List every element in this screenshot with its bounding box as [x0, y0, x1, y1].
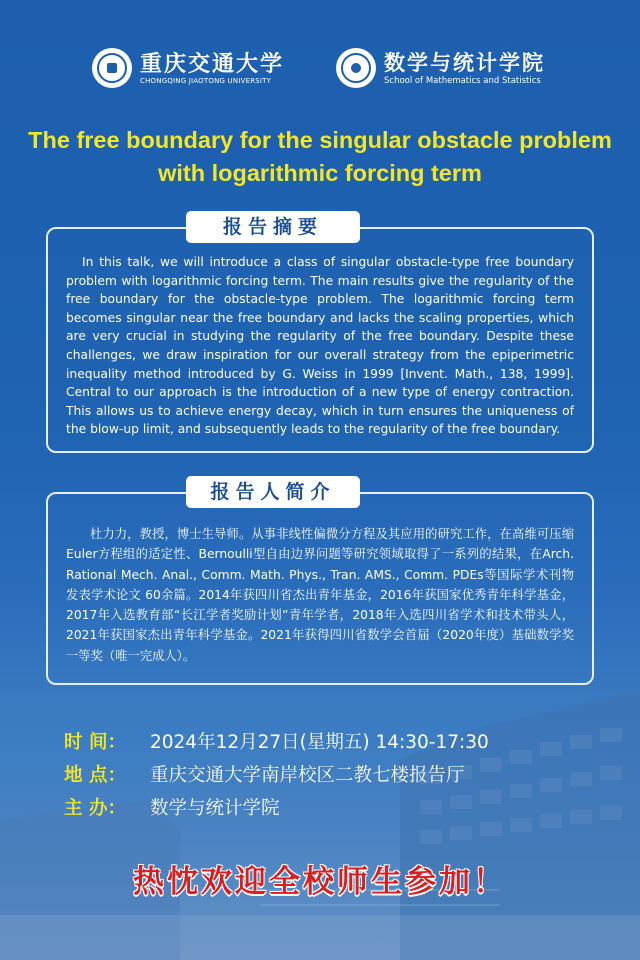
university-emblem-icon	[92, 48, 132, 88]
place-value: 重庆交通大学南岸校区二教七楼报告厅	[150, 765, 465, 786]
school-logo	[336, 48, 545, 88]
time-value: 2024年12月27日(星期五) 14:30-17:30	[150, 732, 489, 753]
host-label: 主 办：	[64, 798, 126, 819]
university-name-cn: 重庆交通大学	[140, 51, 285, 77]
university-name-en: CHONGQING JIAOTONG UNIVERSITY	[140, 77, 272, 85]
school-name-en: School of Mathematics and Statistics	[384, 75, 541, 86]
speaker-bio-text: 杜力力，教授，博士生导师。从事非线性偏微分方程及其应用的研究工作，在高维可压缩Euler方程组的适定性、Bernoulli型自由边界问题等研究领域取得了一系列的结果，在Arch. Rational Mech. Anal., Comm. Math. Phys., Tran. AMS., Comm. PDEs等国际学术刊物发表学术论文 60余篇。2014年获四川省杰出青年基金，2016年获国家优秀青年科学基金，2017年入选教育部“长江学者奖励计划”青年学者，2018年入选四川省学术和技术带头人，2021年获国家杰出青年科学基金。2021年获得四川省数学会首届（2020年度）基础数学奖一等奖（唯一完成人）。	[66, 527, 574, 663]
host-value: 数学与统计学院	[150, 798, 280, 819]
speaker-bio-label: 报告人简介	[186, 476, 360, 508]
university-logo	[92, 48, 284, 88]
school-name-cn: 数学与统计学院	[384, 50, 545, 75]
abstract-text: In this talk, we will introduce a class of singular obstacle-type free boundary problem with logarithmic forcing term. The main results give the regularity of the free boundary for the obstacle-type problem. The logarithmic forcing term becomes singular near the free boundary and lacks the scaling properties, which are very crucial in studying the regularity of the free boundary. Despite these challenges, we draw inspiration for our overall strategy from the epiperimetric inequality method introduced by G. Weiss in 1999 [Invent. Math., 138, 1999]. Central to our approach is the introduction of a new type of energy contraction. This allows us to achieve energy decay, which in turn ensures the uniqueness of the blow-up limit, and subsequently leads to the regularity of the free boundary.	[66, 255, 574, 437]
info-host-row	[64, 797, 280, 821]
talk-title-line2: with logarithmic forcing term	[158, 160, 482, 186]
info-time-row	[64, 731, 489, 755]
talk-title	[0, 124, 640, 190]
abstract-label: 报告摘要	[186, 211, 360, 243]
talk-title-line1: The free boundary for the singular obstacle problem	[28, 127, 612, 153]
time-label: 时 间：	[64, 732, 126, 753]
welcome-slogan: 热忱欢迎全校师生参加！	[133, 864, 507, 900]
place-label: 地 点：	[64, 765, 126, 786]
info-place-row	[64, 764, 465, 788]
header	[0, 48, 640, 98]
school-emblem-icon	[336, 48, 376, 88]
